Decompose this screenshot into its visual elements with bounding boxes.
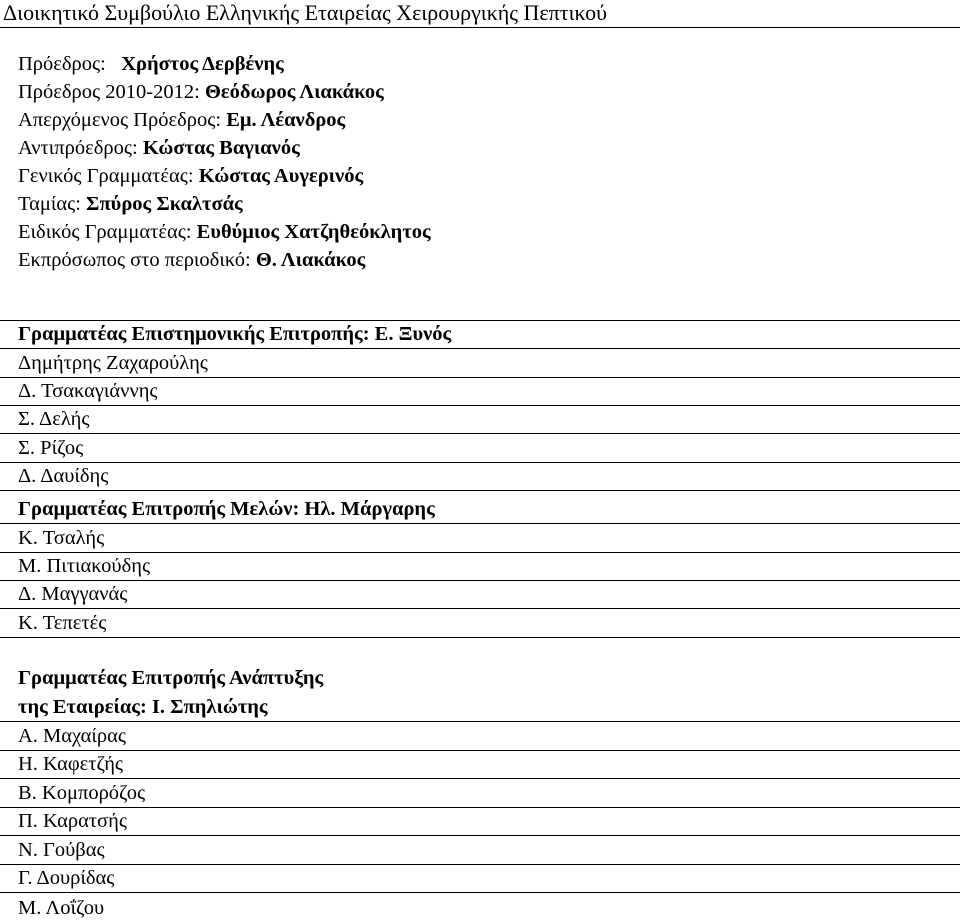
member-name: Π. Καρατσής [18,810,127,832]
member-name: Κ. Τεπετές [18,612,107,634]
member-name: Εμ. Λέανδρος [226,109,346,131]
member-name: Χρήστος Δερβένης [121,53,284,75]
board-line-president-2010 [18,78,384,106]
list-item [0,722,960,751]
list-item [0,406,960,434]
committee-heading-line2: της Εταιρείας: Ι. Σπηλιώτης [18,696,268,718]
role-label: Ειδικός Γραμματέας: [18,221,192,243]
committee-heading: Γραμματέας Επιστημονικής Επιτροπής: Ε. Ξυνός [18,323,452,345]
committee-heading: Γραμματέας Επιτροπής Μελών: Ηλ. Μάργαρης [18,498,435,520]
role-label: Πρόεδρος: [18,53,106,75]
member-name: Ευθύμιος Χατζηθεόκλητος [196,221,431,243]
member-name: Θ. Λιακάκος [255,249,366,271]
list-item [0,378,960,406]
role-label: Γενικός Γραμματέας: [18,165,194,187]
member-name: Δ. Μαγγανάς [18,583,128,605]
board-section [0,28,960,321]
list-item [0,524,960,553]
member-name: Γ. Δουρίδας [18,867,115,889]
document-title: Διοικητικό Συμβούλιο Ελληνικής Εταιρείας Χειρουργικής Πεπτικού [3,0,608,25]
list-item [0,893,960,922]
role-label: Απερχόμενος Πρόεδρος: [18,109,222,131]
member-name: Δ. Δαυίδης [18,465,109,487]
member-name: Σ. Δελής [18,408,90,430]
board-line-vice-president [18,134,300,162]
member-name: Ν. Γούβας [18,839,105,861]
member-name: Β. Κομπορόζος [18,782,146,804]
board-line-past-president [18,106,345,134]
member-name: Κώστας Αυγερινός [198,165,364,187]
list-item [0,553,960,581]
list-item [0,751,960,779]
development-committee-heading-row-2 [0,694,960,722]
scientific-committee-heading-row [0,321,960,349]
member-name: Κώστας Βαγιανός [142,137,300,159]
list-item [0,836,960,865]
list-item [0,581,960,609]
list-item [0,609,960,638]
board-line-treasurer [18,190,243,218]
role-label: Εκπρόσωπος στο περιοδικό: [18,249,251,271]
board-line-president [18,50,284,78]
member-name: Δ. Τσακαγιάννης [18,380,158,402]
member-name: Μ. Πιτιακούδης [18,555,151,577]
list-item [0,463,960,491]
list-item [0,779,960,808]
member-name: Δημήτρης Ζαχαρούλης [18,352,208,374]
member-name: Σπύρος Σκαλτσάς [86,193,243,215]
member-name: Κ. Τσαλής [18,527,105,549]
role-label: Αντιπρόεδρος: [18,137,138,159]
list-item [0,865,960,893]
list-item [0,808,960,836]
member-name: Η. Καφετζής [18,753,124,775]
title-row [0,0,960,28]
board-line-special-secretary [18,218,431,246]
board-line-journal-representative [18,246,365,274]
members-committee-heading-row [0,491,960,524]
member-name: Μ. Λοΐζου [18,897,105,919]
role-label: Πρόεδρος 2010-2012: [18,81,200,103]
development-committee-heading-row [0,638,960,694]
member-name: Σ. Ρίζος [18,437,84,459]
list-item [0,349,960,378]
list-item [0,434,960,463]
role-label: Ταμίας: [18,193,81,215]
member-name: Α. Μαχαίρας [18,725,127,747]
committee-heading-line1: Γραμματέας Επιτροπής Ανάπτυξης [18,667,324,689]
member-name: Θεόδωρος Λιακάκος [204,81,384,103]
board-line-general-secretary [18,162,363,190]
